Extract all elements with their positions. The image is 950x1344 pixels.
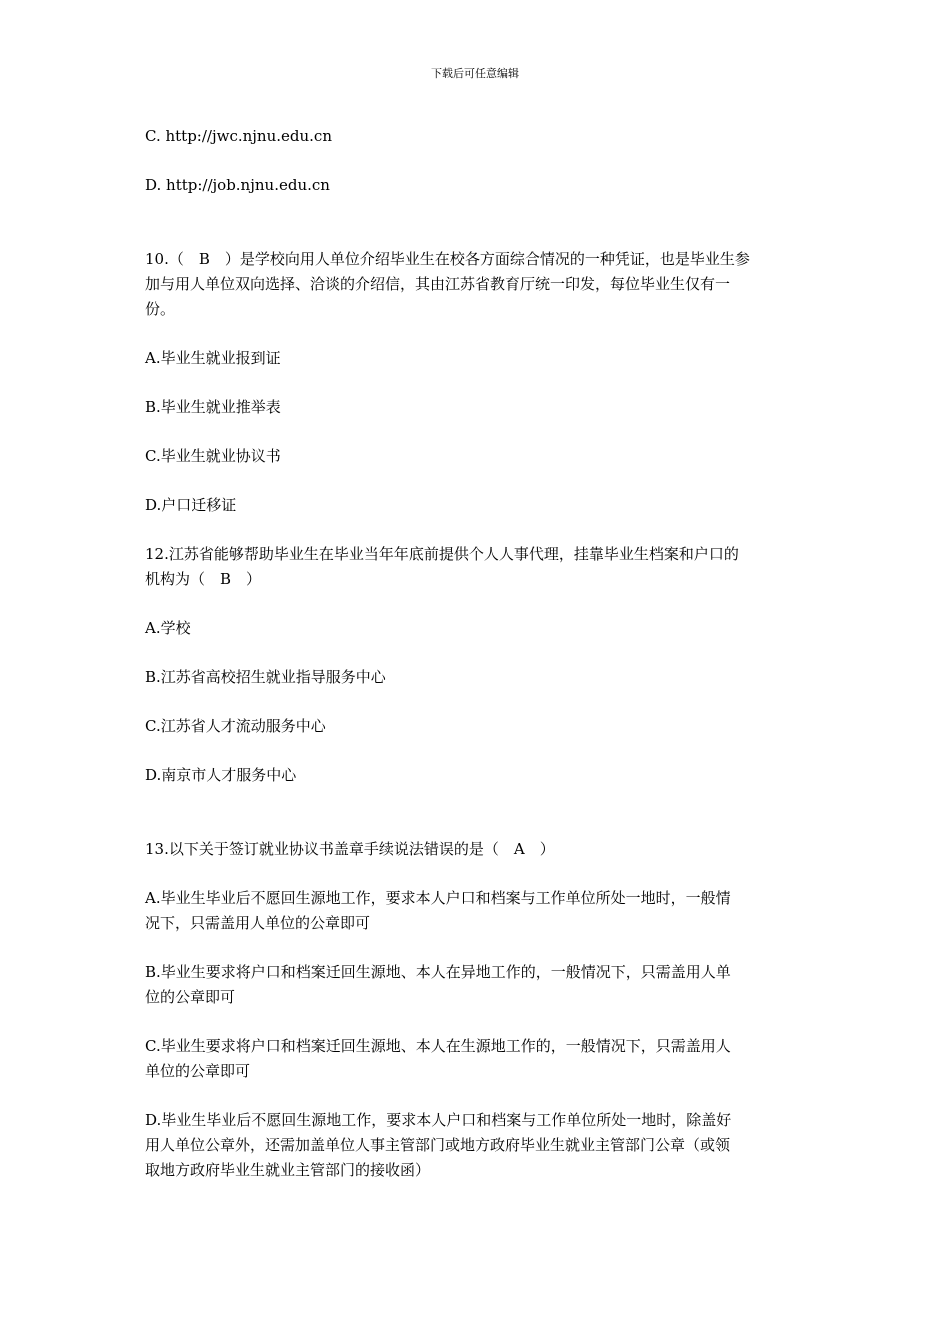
option-d: D. http://job.njnu.edu.cn bbox=[145, 176, 330, 194]
question-stem: 13.以下关于签订就业协议书盖章手续说法错误的是（ A ） bbox=[145, 840, 555, 858]
option-b: B.江苏省高校招生就业指导服务中心 bbox=[145, 668, 386, 686]
option-line: 单位的公章即可 bbox=[145, 1062, 251, 1080]
document-body bbox=[145, 124, 807, 1207]
option-line: 况下，只需盖用人单位的公章即可 bbox=[145, 914, 371, 932]
stem-line: 10.（ B ）是学校向用人单位介绍毕业生在校各方面综合情况的一种凭证，也是毕业生参 bbox=[145, 250, 750, 268]
option-b bbox=[145, 960, 807, 1010]
option-line: A.毕业生毕业后不愿回生源地工作，要求本人户口和档案与工作单位所处一地时，一般情 bbox=[145, 889, 731, 907]
question-10 bbox=[145, 247, 807, 518]
option-line: 取地方政府毕业生就业主管部门的接收函） bbox=[145, 1161, 431, 1179]
option-b: B.毕业生就业推举表 bbox=[145, 398, 281, 416]
stem-line: 机构为（ B ） bbox=[145, 570, 262, 588]
stem-line: 加与用人单位双向选择、洽谈的介绍信，其由江苏省教育厅统一印发，每位毕业生仅有一 bbox=[145, 275, 731, 293]
option-d: D.南京市人才服务中心 bbox=[145, 766, 297, 784]
question-stem bbox=[145, 542, 807, 592]
option-d bbox=[145, 1108, 807, 1183]
option-a: A.学校 bbox=[145, 619, 191, 637]
option-d: D.户口迁移证 bbox=[145, 496, 237, 514]
blank-line bbox=[145, 812, 807, 837]
question-12 bbox=[145, 542, 807, 788]
blank-line bbox=[145, 222, 807, 247]
option-c bbox=[145, 1034, 807, 1084]
option-a bbox=[145, 886, 807, 936]
stem-line: 份。 bbox=[145, 300, 176, 318]
stem-line: 12.江苏省能够帮助毕业生在毕业当年年底前提供个人人事代理，挂靠毕业生档案和户口的 bbox=[145, 545, 739, 563]
page-header: 下载后可任意编辑 bbox=[431, 67, 519, 80]
question-13 bbox=[145, 837, 807, 1183]
option-line: 用人单位公章外，还需加盖单位人事主管部门或地方政府毕业生就业主管部门公章（或领 bbox=[145, 1136, 731, 1154]
question-9-options bbox=[145, 124, 807, 198]
option-line: C.毕业生要求将户口和档案迁回生源地、本人在生源地工作的，一般情况下，只需盖用人 bbox=[145, 1037, 731, 1055]
question-stem bbox=[145, 247, 807, 322]
option-c: C. http://jwc.njnu.edu.cn bbox=[145, 127, 332, 145]
option-c: C.毕业生就业协议书 bbox=[145, 447, 281, 465]
option-line: 位的公章即可 bbox=[145, 988, 236, 1006]
option-line: D.毕业生毕业后不愿回生源地工作，要求本人户口和档案与工作单位所处一地时，除盖好 bbox=[145, 1111, 732, 1129]
option-c: C.江苏省人才流动服务中心 bbox=[145, 717, 326, 735]
option-a: A.毕业生就业报到证 bbox=[145, 349, 281, 367]
option-line: B.毕业生要求将户口和档案迁回生源地、本人在异地工作的，一般情况下，只需盖用人单 bbox=[145, 963, 731, 981]
